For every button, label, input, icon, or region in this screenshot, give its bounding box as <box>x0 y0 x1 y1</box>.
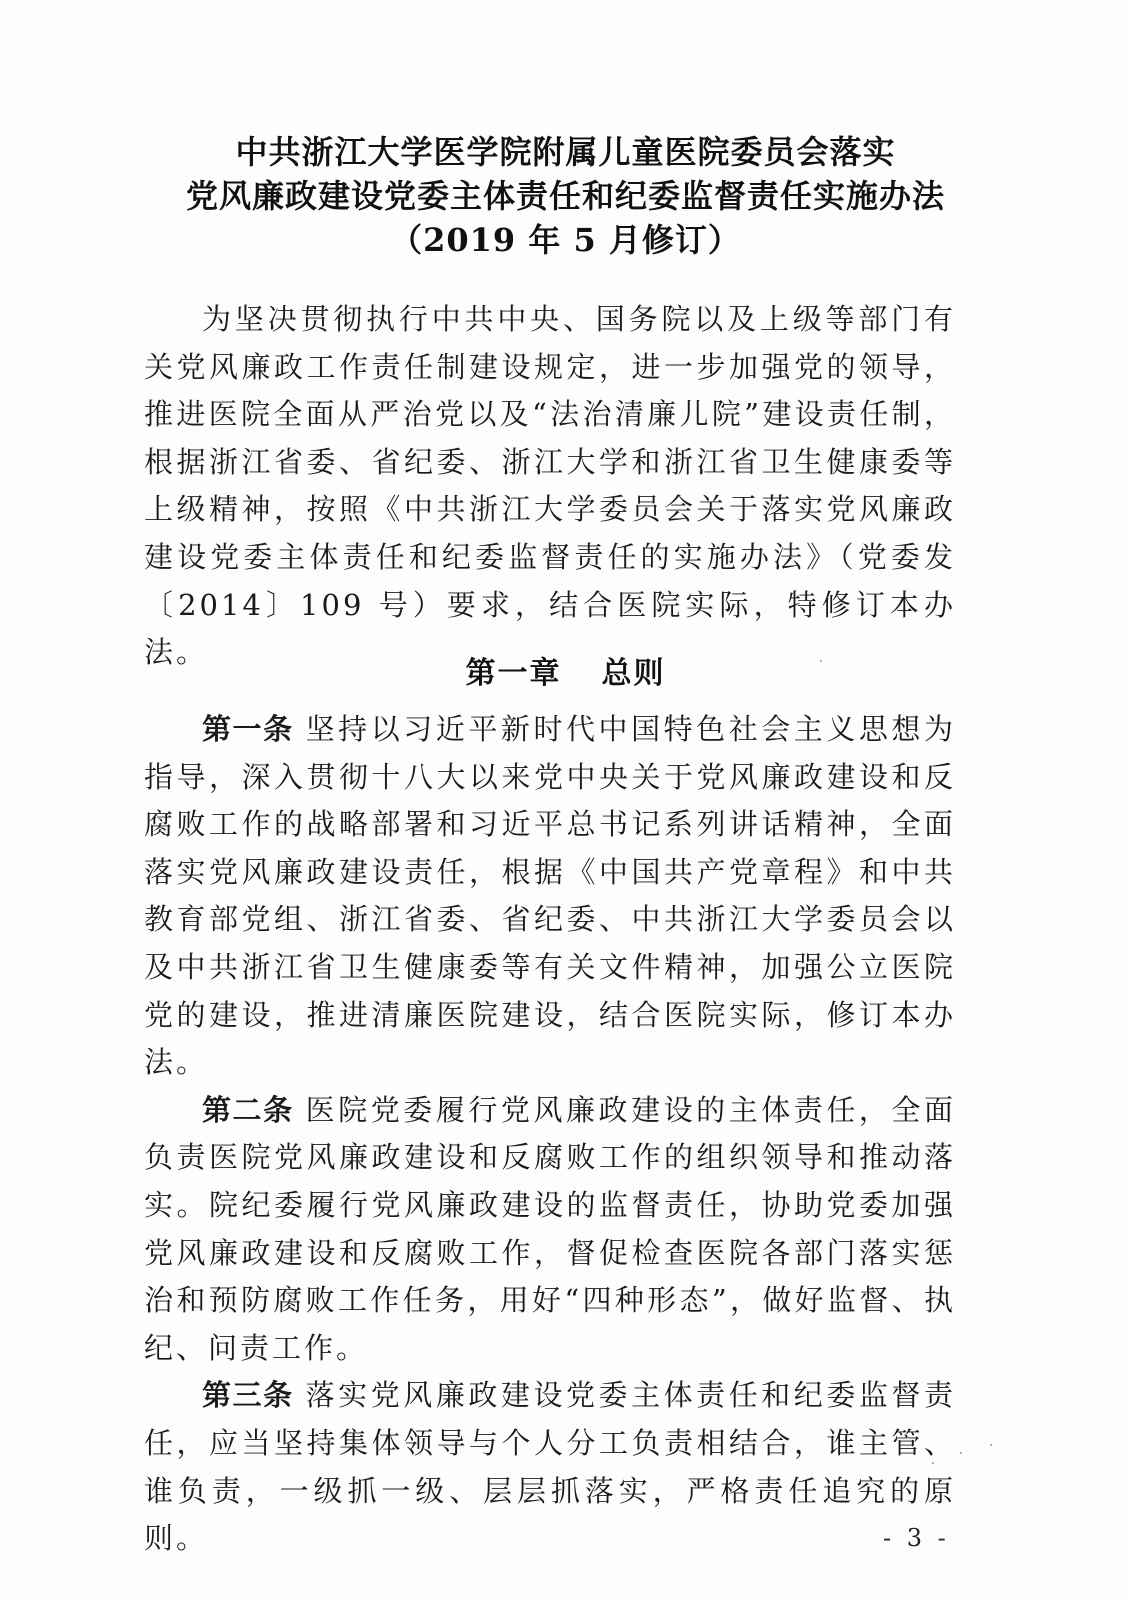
scan-speck <box>960 1452 962 1454</box>
chapter-title: 总则 <box>601 656 666 691</box>
intro-paragraph: 为坚决贯彻执行中共中央、国务院以及上级等部门有关党风廉政工作责任制建设规定，进一步加强党的领导，推进医院全面从严治党以及“法治清廉儿院”建设责任制，根据浙江省委、省纪委、浙江大学和浙江省卫生健康委等上级精神，按照《中共浙江大学委员会关于落实党风廉政建设党委主体责任和纪委监督责任的实施办法》（党委发〔2014〕109 号）要求，结合医院实际，特修订本办法。 <box>144 302 956 670</box>
scan-speck <box>820 660 822 662</box>
document-title-revision: （2019 年 5 月修订） <box>390 221 741 259</box>
article-3-heading: 第三条 <box>202 1378 294 1413</box>
article-1-heading: 第一条 <box>202 712 294 746</box>
page-number: - 3 - <box>883 1524 950 1552</box>
document-title-line-1: 中共浙江大学医学院附属儿童医院委员会落实 <box>235 133 896 171</box>
intro-section <box>144 296 956 677</box>
article-3 <box>144 1372 956 1562</box>
article-2-text: 医院党委履行党风廉政建设的主体责任，全面负责医院党风廉政建设和反腐败工作的组织领导和推动落实。院纪委履行党风廉政建设的监督责任，协助党委加强党风廉政建设和反腐败工作，督促检查医院各部门落实惩治和预防腐败工作任务，用好“四种形态”，做好监督、执纪、问责工作。 <box>144 1092 956 1365</box>
chapter-number: 第一章 <box>465 656 562 691</box>
document-title-line-2: 党风廉政建设党委主体责任和纪委监督责任实施办法 <box>185 177 945 215</box>
scan-speck <box>932 1462 934 1464</box>
articles-section <box>144 706 956 1563</box>
article-2 <box>144 1087 956 1373</box>
article-1 <box>144 706 956 1087</box>
chapter-heading <box>100 648 1031 692</box>
article-3-text: 落实党风廉政建设党委主体责任和纪委监督责任，应当坚持集体领导与个人分工负责相结合，谁主管、谁负责，一级抓一级、层层抓落实，严格责任追究的原则。 <box>144 1378 956 1556</box>
scan-speck <box>990 1444 992 1446</box>
article-2-heading: 第二条 <box>202 1092 294 1127</box>
article-1-text: 坚持以习近平新时代中国特色社会主义思想为指导，深入贯彻十八大以来党中央关于党风廉政建设和反腐败工作的战略部署和习近平总书记系列讲话精神，全面落实党风廉政建设责任，根据《中国共产党章程》和中共教育部党组、浙江省委、省纪委、中共浙江大学委员会以及中共浙江省卫生健康委等有关文件精神，加强公立医院党的建设，推进清廉医院建设，结合医院实际，修订本办法。 <box>144 712 956 1080</box>
